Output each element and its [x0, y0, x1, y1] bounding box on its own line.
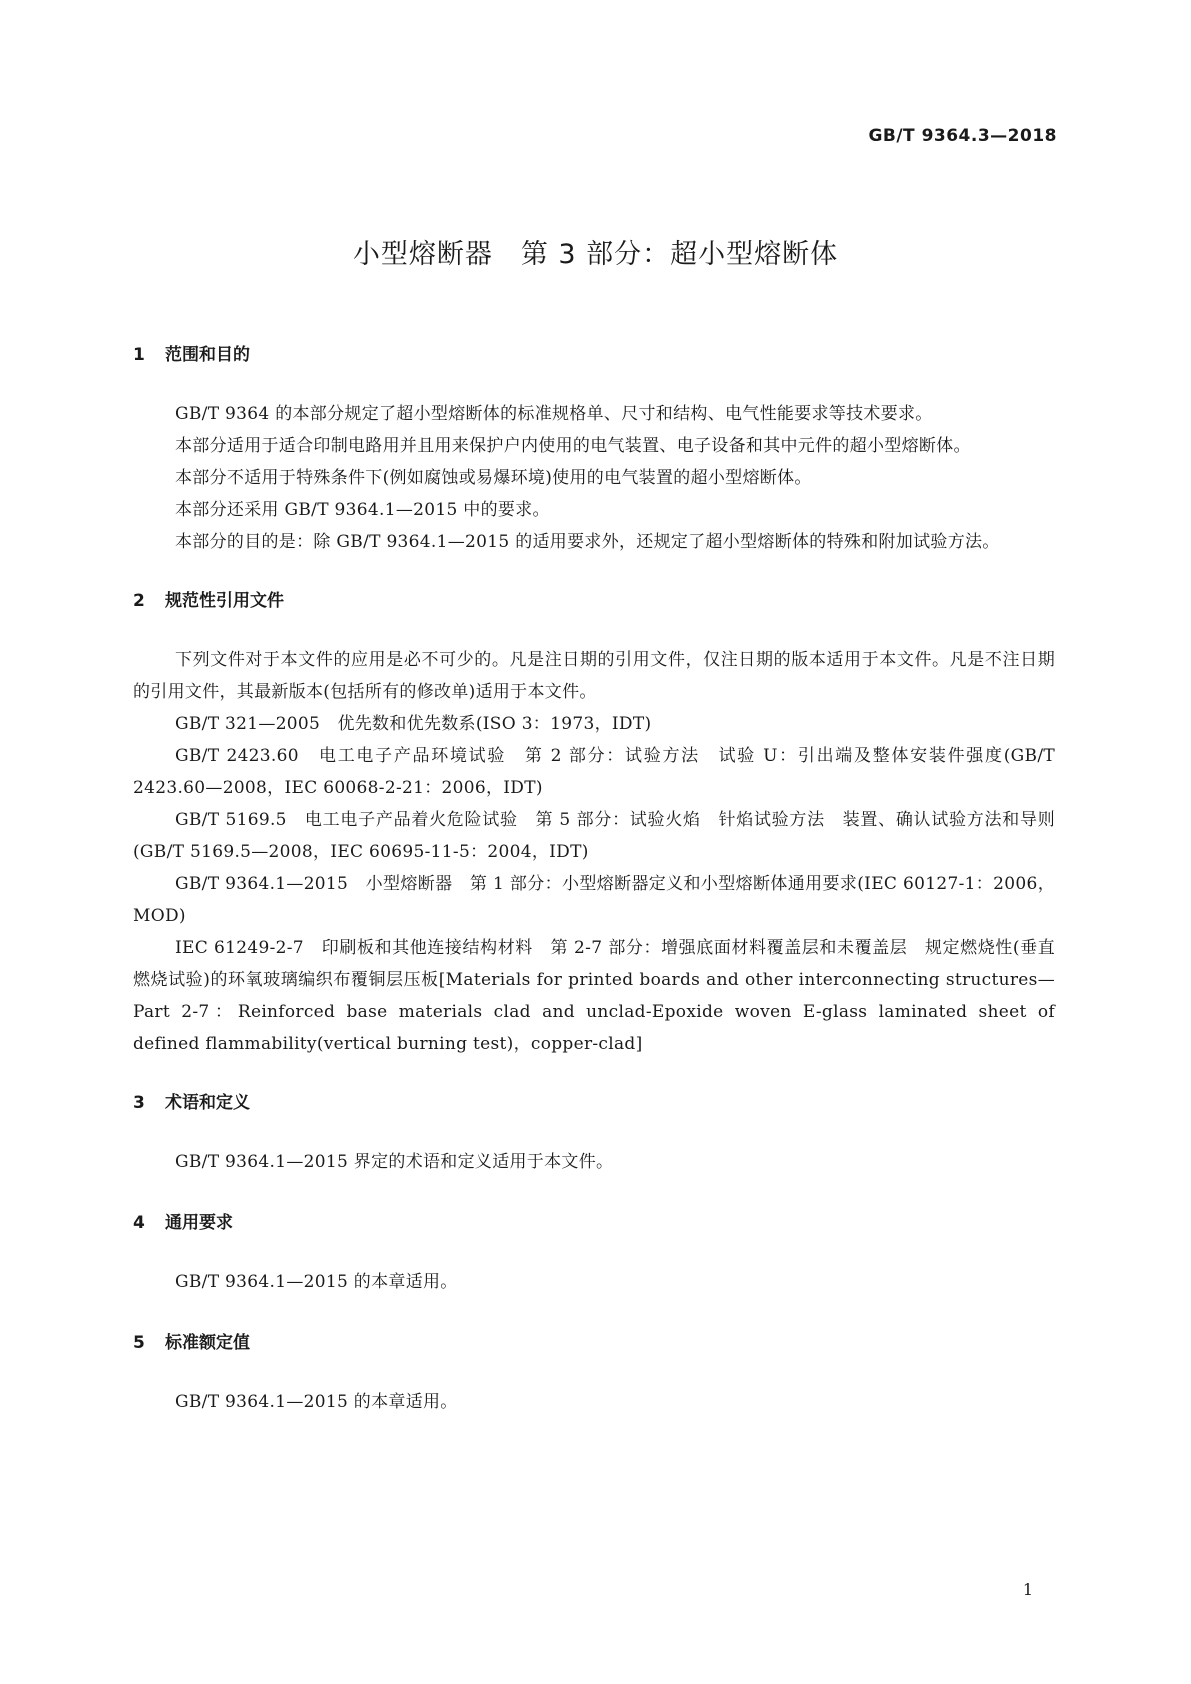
document-title: 小型熔断器 第 3 部分：超小型熔断体: [352, 239, 839, 270]
reference-entry: GB/T 5169.5 电工电子产品着火危险试验 第 5 部分：试验火焰 针焰试验方法 装置、确认试验方法和导则(GB/T 5169.5—2008，IEC 60695-11-5：2004，IDT): [133, 810, 1055, 862]
section-2: [133, 586, 1055, 1060]
section-number: 5: [133, 1333, 145, 1353]
section-heading: [133, 1208, 1055, 1238]
paragraph: GB/T 9364.1—2015 的本章适用。: [175, 1272, 458, 1292]
paragraph: GB/T 9364.1—2015 的本章适用。: [175, 1392, 458, 1412]
page-number: 1: [1022, 1580, 1033, 1599]
section-1: [133, 340, 1055, 558]
paragraph: 本部分的目的是：除 GB/T 9364.1—2015 的适用要求外，还规定了超小型熔断体的特殊和附加试验方法。: [175, 532, 1000, 552]
section-title: 通用要求: [165, 1213, 233, 1233]
reference-entry: GB/T 2423.60 电工电子产品环境试验 第 2 部分：试验方法 试验 U：引出端及整体安装件强度(GB/T 2423.60—2008，IEC 60068-2-21：2006，IDT): [133, 746, 1055, 798]
paragraph: 本部分适用于适合印制电路用并且用来保护户内使用的电气装置、电子设备和其中元件的超小型熔断体。: [175, 436, 971, 456]
section-number: 1: [133, 345, 145, 365]
section-heading: [133, 1328, 1055, 1358]
section-heading: [133, 586, 1055, 616]
document-body: [133, 340, 1055, 1448]
section-3: [133, 1088, 1055, 1178]
section-number: 2: [133, 591, 145, 611]
paragraph: GB/T 9364.1—2015 界定的术语和定义适用于本文件。: [175, 1152, 614, 1172]
paragraph: GB/T 9364 的本部分规定了超小型熔断体的标准规格单、尺寸和结构、电气性能要求等技术要求。: [175, 404, 933, 424]
reference-entry: IEC 61249-2-7 印刷板和其他连接结构材料 第 2-7 部分：增强底面材料覆盖层和未覆盖层 规定燃烧性(垂直燃烧试验)的环氧玻璃编织布覆铜层压板[Materials for printed boards and other interconnecting structures—Part 2-7：Reinforced base materials clad and unclad-Epoxide woven E-glass laminated sheet of defined flammability(vertical burning test)，copper-clad]: [133, 938, 1055, 1054]
paragraph: 本部分还采用 GB/T 9364.1—2015 中的要求。: [175, 500, 550, 520]
section-title: 范围和目的: [165, 345, 250, 365]
section-5: [133, 1328, 1055, 1418]
section-heading: [133, 1088, 1055, 1118]
standard-code: GB/T 9364.3—2018: [868, 126, 1057, 146]
section-number: 3: [133, 1093, 145, 1113]
paragraph: 下列文件对于本文件的应用是必不可少的。凡是注日期的引用文件，仅注日期的版本适用于本文件。凡是不注日期的引用文件，其最新版本(包括所有的修改单)适用于本文件。: [133, 650, 1055, 702]
paragraph: 本部分不适用于特殊条件下(例如腐蚀或易爆环境)使用的电气装置的超小型熔断体。: [175, 468, 812, 488]
section-title: 规范性引用文件: [165, 591, 284, 611]
section-heading: [133, 340, 1055, 370]
reference-entry: GB/T 9364.1—2015 小型熔断器 第 1 部分：小型熔断器定义和小型熔断体通用要求(IEC 60127-1：2006，MOD): [133, 874, 1055, 926]
section-4: [133, 1208, 1055, 1298]
section-title: 术语和定义: [165, 1093, 250, 1113]
section-title: 标准额定值: [165, 1333, 250, 1353]
reference-entry: GB/T 321—2005 优先数和优先数系(ISO 3：1973，IDT): [175, 714, 652, 734]
section-number: 4: [133, 1213, 145, 1233]
